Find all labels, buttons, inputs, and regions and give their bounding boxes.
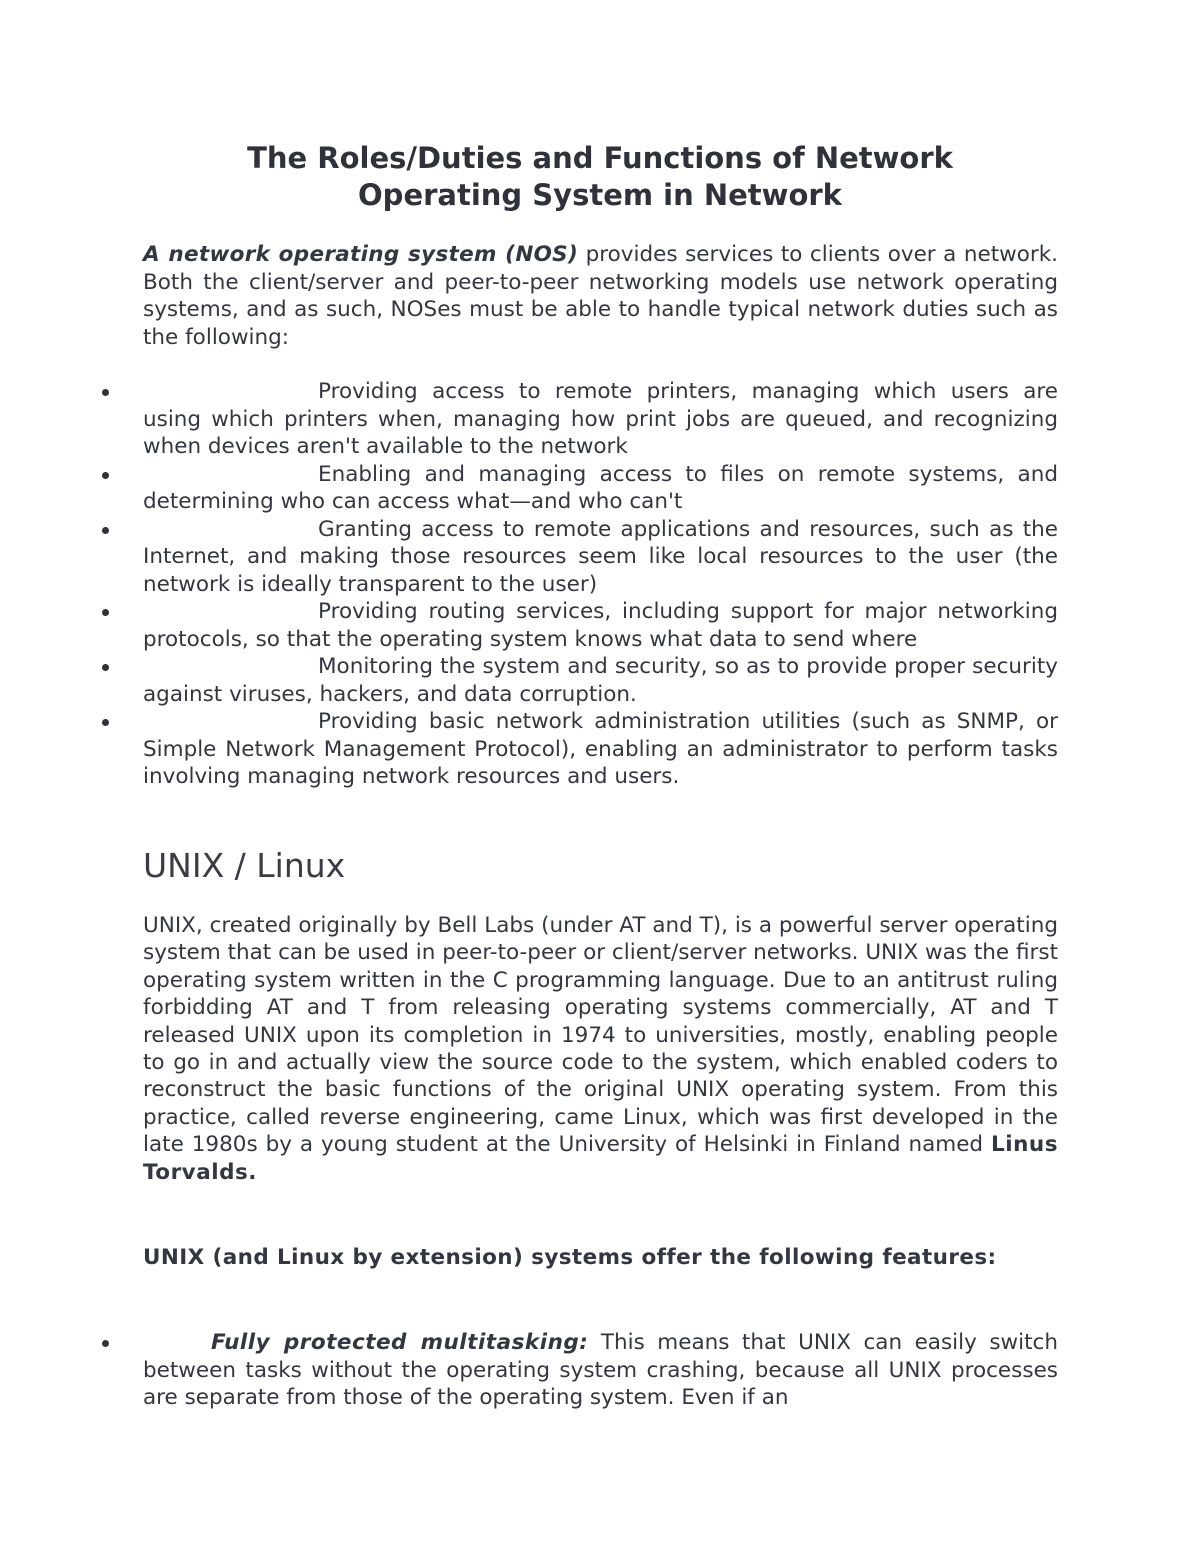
list-item-text: Providing basic network administration utilities (such as SNMP, or Simple Network Management Protocol), enabling an administrator to perform tasks involving managing network resources and users. xyxy=(143,709,1058,789)
bullet-icon xyxy=(102,1340,109,1347)
list-item-text: Providing routing services, including support for major networking protocols, so that the operating system knows what data to send where xyxy=(143,599,1058,652)
linus-torvalds-name: Linus Torvalds. xyxy=(143,1132,1058,1185)
unix-paragraph xyxy=(143,912,1058,1186)
list-item-text: Enabling and managing access to files on remote systems, and determining who can access what—and who can't xyxy=(143,461,1058,514)
bullet-icon xyxy=(102,664,109,671)
intro-lead-term: A network operating system (NOS) xyxy=(143,242,579,267)
list-item xyxy=(143,516,1058,599)
page-title-line-2: Operating System in Network xyxy=(358,178,842,212)
features-heading: UNIX (and Linux by extension) systems offer the following features: xyxy=(143,1245,997,1270)
unix-features-list xyxy=(143,1329,1058,1412)
list-item-text: Monitoring the system and security, so as to provide proper security against viruses, hackers, and data corruption. xyxy=(143,654,1058,707)
list-item xyxy=(143,378,1058,461)
bullet-icon xyxy=(102,472,109,479)
bullet-icon xyxy=(102,389,109,396)
list-item xyxy=(143,598,1058,653)
section-heading-unix-linux: UNIX / Linux xyxy=(143,846,346,885)
bullet-icon xyxy=(102,719,109,726)
unix-paragraph-text: UNIX, created originally by Bell Labs (under AT and T), is a powerful server operating system that can be used in peer-to-peer or client/server networks. UNIX was the first operating system written in the C programming language. Due to an antitrust ruling forbidding AT and T from releasing operating systems commercially, AT and T released UNIX upon its completion in 1974 to universities, mostly, enabling people to go in and actually view the source code to the system, which enabled coders to reconstruct the basic functions of the original UNIX operating system. From this practice, called reverse engineering, came Linux, which was first developed in the late 1980s by a young student at the University of Helsinki in Finland named xyxy=(143,913,1058,1158)
feature-text: This means that UNIX can easily switch between tasks without the operating system crashing, because all UNIX processes are separate from those of the operating system. Even if an xyxy=(143,1330,1058,1410)
feature-term: Fully protected multitasking: xyxy=(211,1330,589,1355)
page-title xyxy=(0,140,1200,214)
list-item-text: Providing access to remote printers, managing which users are using which printers when, managing how print jobs are queued, and recognizing when devices aren't available to the network xyxy=(143,379,1058,459)
list-item xyxy=(143,708,1058,791)
list-item-text: Granting access to remote applications and resources, such as the Internet, and making those resources seem like local resources to the user (the network is ideally transparent to the user) xyxy=(143,516,1058,597)
bullet-icon xyxy=(102,527,109,534)
intro-paragraph xyxy=(143,241,1058,351)
nos-duties-list xyxy=(143,378,1058,791)
bullet-icon xyxy=(102,609,109,616)
list-item xyxy=(143,1329,1058,1412)
intro-text: provides services to clients over a network. Both the client/server and peer-to-peer networking models use network operating systems, and as such, NOSes must be able to handle typical network duties such as the following: xyxy=(143,242,1059,350)
list-item xyxy=(143,653,1058,708)
list-item xyxy=(143,461,1058,516)
page-title-line-1: The Roles/Duties and Functions of Network xyxy=(247,141,953,175)
